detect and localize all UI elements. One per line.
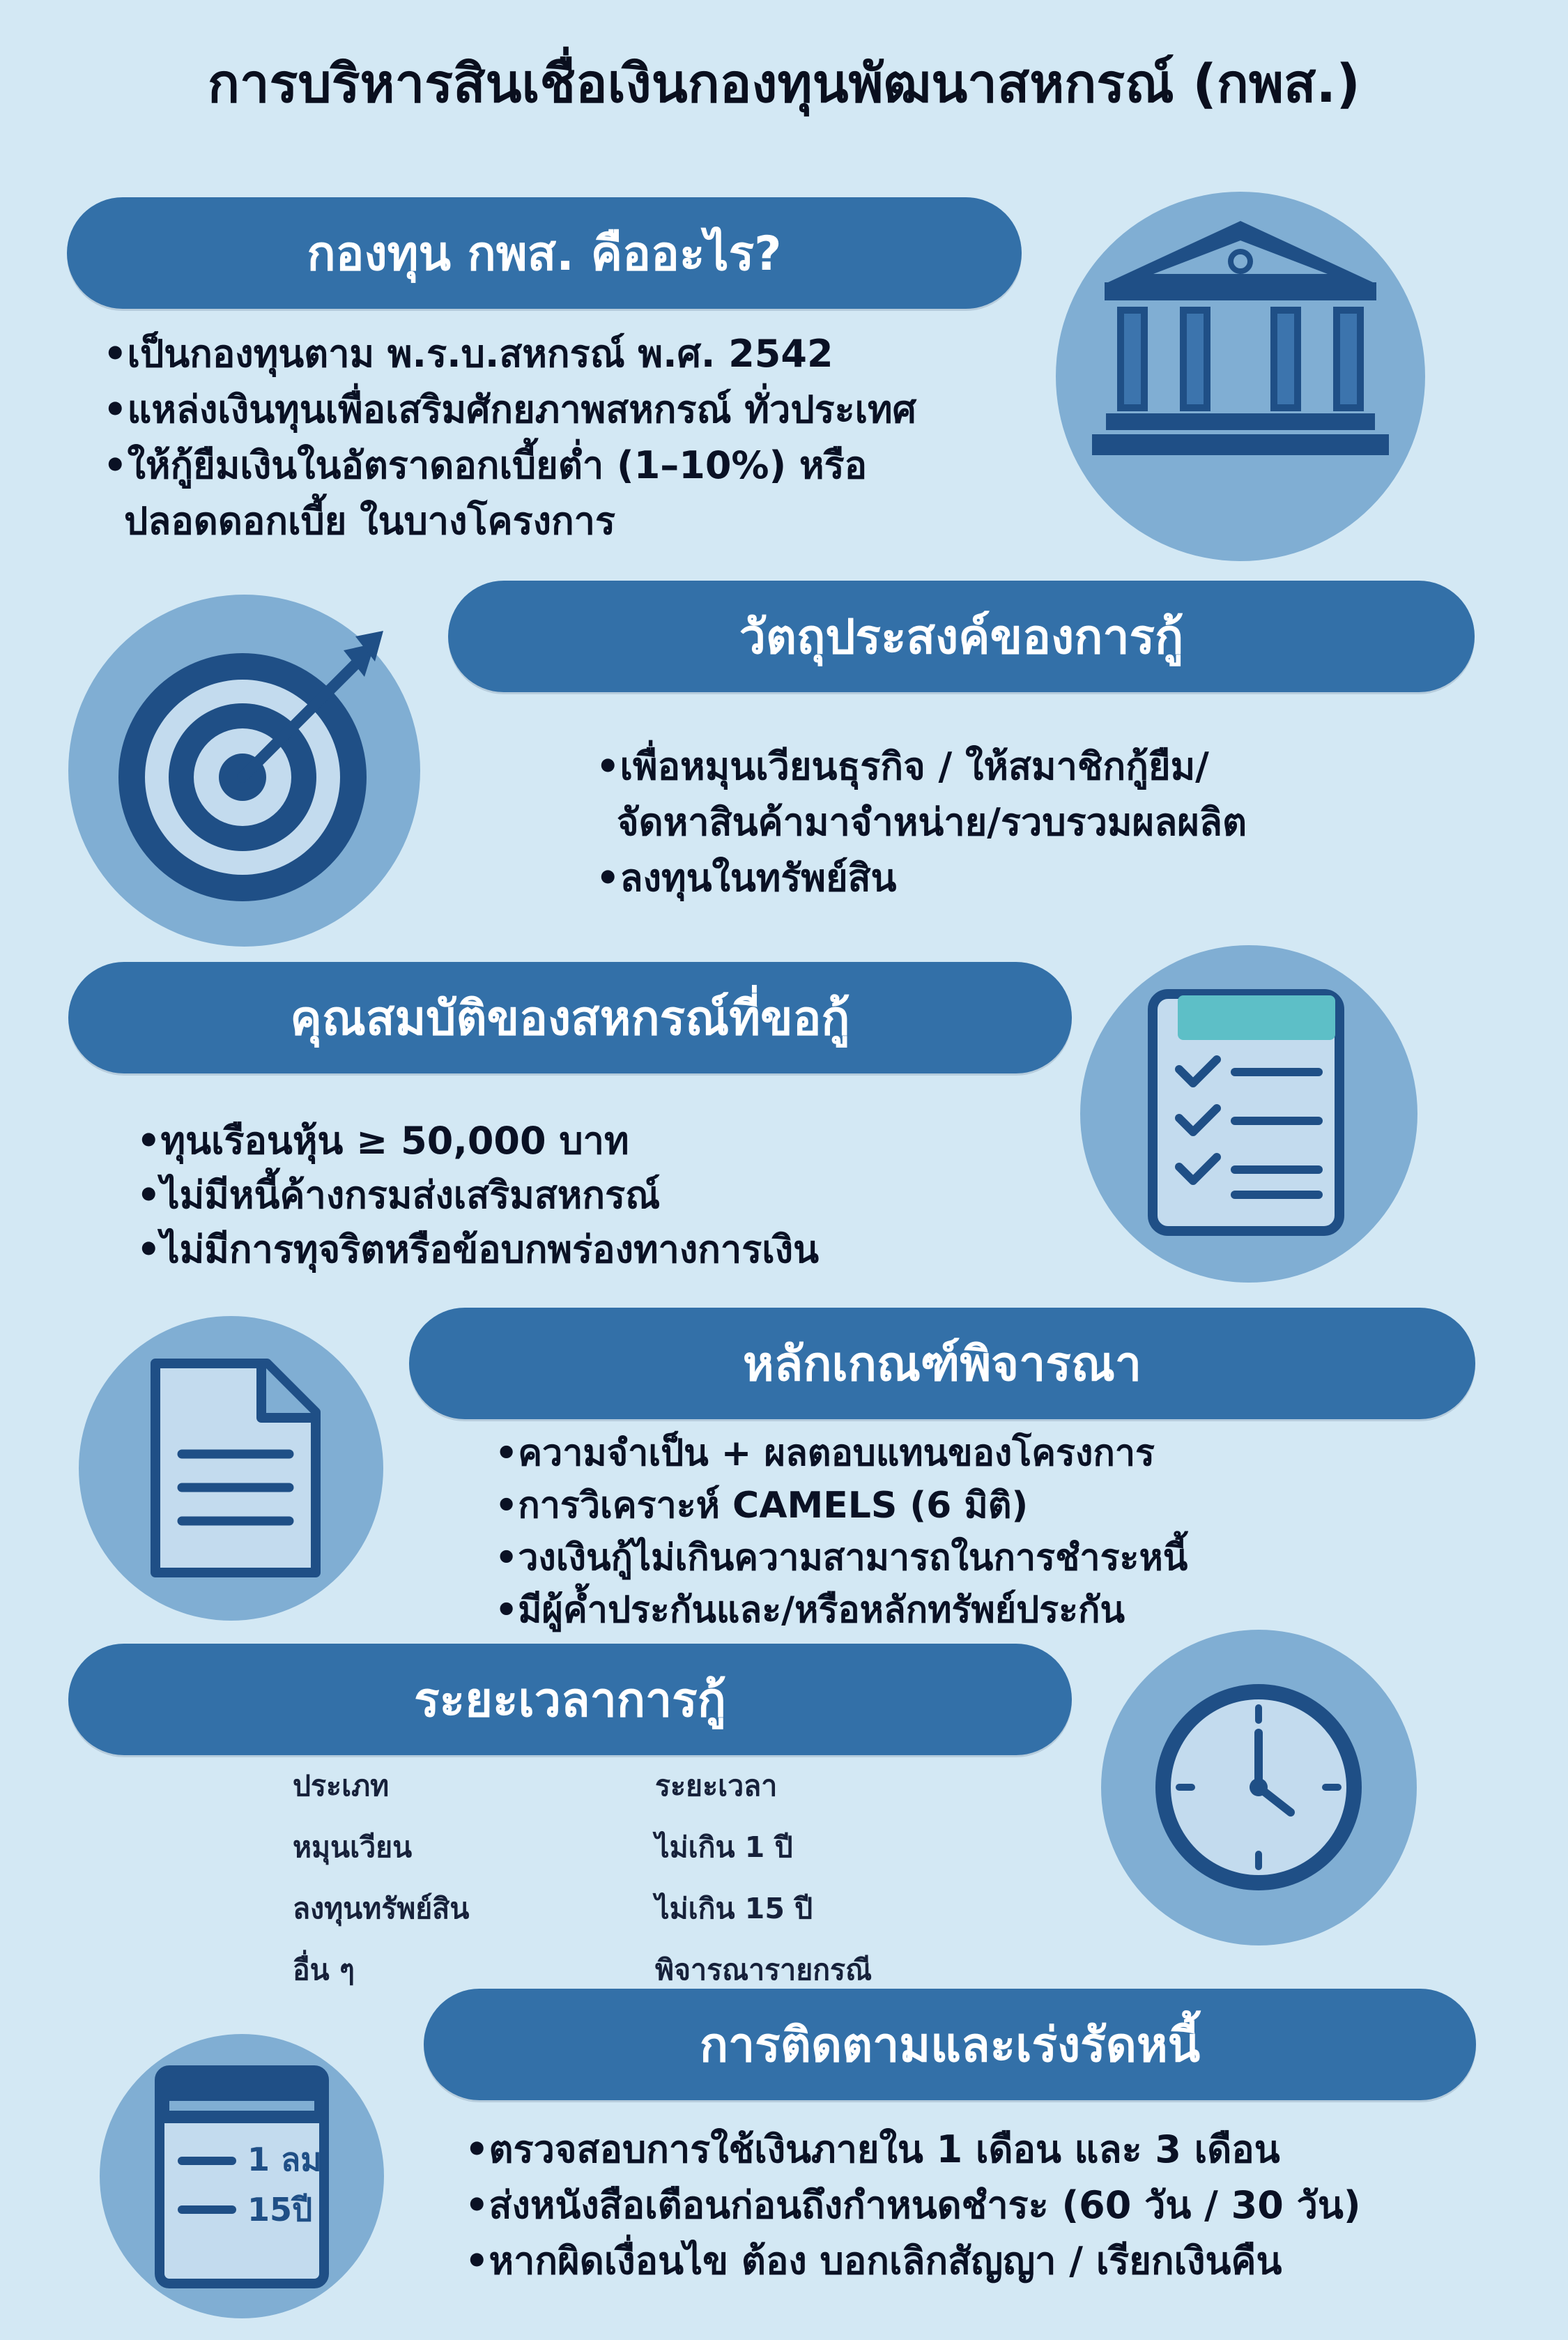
- section-heading-purpose: [448, 581, 1475, 692]
- checklist-clipboard-icon: [1080, 945, 1417, 1283]
- section-heading-label: คุณสมบัติของสหกรณ์ที่ขอกู้: [290, 991, 850, 1046]
- list-item: ปลอดดอกเบี้ย ในบางโครงการ: [124, 499, 616, 543]
- target-dart-icon: [68, 595, 420, 947]
- list-item: •หากผิดเงื่อนไข ต้อง บอกเลิกสัญญา / เรียกเงินคืน: [465, 2239, 1282, 2283]
- bank-icon-circle: [1056, 192, 1425, 561]
- list-item: •ทุนเรือนหุ้น ≥ 50,000 บาท: [137, 1119, 629, 1163]
- table-cell: ไม่เกิน 15 ปี: [655, 1892, 813, 1925]
- document-icon: [79, 1316, 383, 1621]
- list-item: •ความจำเป็น + ผลตอบแทนของโครงการ: [495, 1432, 1155, 1474]
- document-icon-circle: [79, 1316, 383, 1621]
- section-heading-label: หลักเกณฑ์พิจารณา: [742, 1337, 1142, 1392]
- duration-table: [293, 1764, 990, 1994]
- table-header-cell: ประเภท: [293, 1769, 390, 1803]
- purpose-bullet-list: [596, 739, 1247, 906]
- list-item: •แหล่งเงินทุนเพื่อเสริมศักยภาพสหกรณ์ ทั่วประเทศ: [103, 388, 916, 431]
- criteria-bullet-list: [495, 1428, 1187, 1637]
- checklist-icon-circle: [1080, 945, 1417, 1283]
- section-heading-label: กองทุน กพส. คืออะไร?: [307, 227, 782, 282]
- calendar-label-top: 1 ลม: [247, 2141, 322, 2178]
- list-item: •ไม่มีหนี้ค้างกรมส่งเสริมสหกรณ์: [137, 1173, 661, 1217]
- qualifications-bullet-list: [137, 1114, 819, 1277]
- section-heading-label: วัตถุประสงค์ของการกู้: [739, 610, 1184, 665]
- table-cell: พิจารณารายกรณี: [655, 1953, 873, 1987]
- calendar-icon-circle: [100, 2034, 384, 2318]
- what-bullet-list: [103, 326, 916, 549]
- list-item: •ไม่มีการทุจริตหรือข้อบกพร่องทางการเงิน: [137, 1228, 819, 1271]
- section-heading-duration: [68, 1644, 1072, 1755]
- table-cell: ลงทุนทรัพย์สิน: [293, 1892, 470, 1925]
- bank-building-icon: [1056, 192, 1425, 561]
- section-heading-what: [67, 197, 1022, 309]
- list-item: •การวิเคราะห์ CAMELS (6 มิติ): [495, 1485, 1029, 1527]
- list-item: •ตรวจสอบการใช้เงินภายใน 1 เดือน และ 3 เดือน: [465, 2127, 1280, 2171]
- section-heading-label: การติดตามและเร่งรัดหนี้: [699, 2018, 1201, 2073]
- list-item: •มีผู้ค้ำประกันและ/หรือหลักทรัพย์ประกัน: [495, 1589, 1125, 1631]
- list-item: •ส่งหนังสือเตือนก่อนถึงกำหนดชำระ (60 วัน / 30 วัน): [465, 2183, 1361, 2227]
- calendar-label-bottom: 15ปี: [247, 2191, 313, 2228]
- section-heading-qualifications: [68, 962, 1072, 1073]
- clock-icon-circle: [1101, 1630, 1417, 1945]
- list-item: •เป็นกองทุนตาม พ.ร.บ.สหกรณ์ พ.ศ. 2542: [103, 332, 833, 376]
- page-title: การบริหารสินเชื่อเงินกองทุนพัฒนาสหกรณ์ (กพส.): [207, 52, 1361, 114]
- table-cell: หมุนเวียน: [293, 1830, 413, 1864]
- section-heading-monitoring: [424, 1989, 1476, 2100]
- list-item: •ลงทุนในทรัพย์สิน: [596, 856, 897, 900]
- clock-icon: [1101, 1630, 1417, 1945]
- list-item: •ให้กู้ยืมเงินในอัตราดอกเบี้ยต่ำ (1–10%) หรือ: [103, 443, 868, 487]
- section-heading-criteria: [409, 1308, 1475, 1419]
- list-item: จัดหาสินค้ามาจำหน่าย/รวบรวมผลผลิต: [617, 800, 1247, 844]
- table-cell: อื่น ๆ: [293, 1953, 355, 1987]
- list-item: •เพื่อหมุนเวียนธุรกิจ / ให้สมาชิกกู้ยืม/: [596, 744, 1209, 788]
- target-icon-circle: [68, 595, 420, 947]
- list-item: •วงเงินกู้ไม่เกินความสามารถในการชำระหนี้: [495, 1537, 1188, 1579]
- monitoring-bullet-list: [465, 2122, 1361, 2289]
- table-header-cell: ระยะเวลา: [655, 1769, 778, 1803]
- table-cell: ไม่เกิน 1 ปี: [655, 1830, 793, 1864]
- section-heading-label: ระยะเวลาการกู้: [414, 1673, 726, 1728]
- calendar-icon: [100, 2034, 384, 2318]
